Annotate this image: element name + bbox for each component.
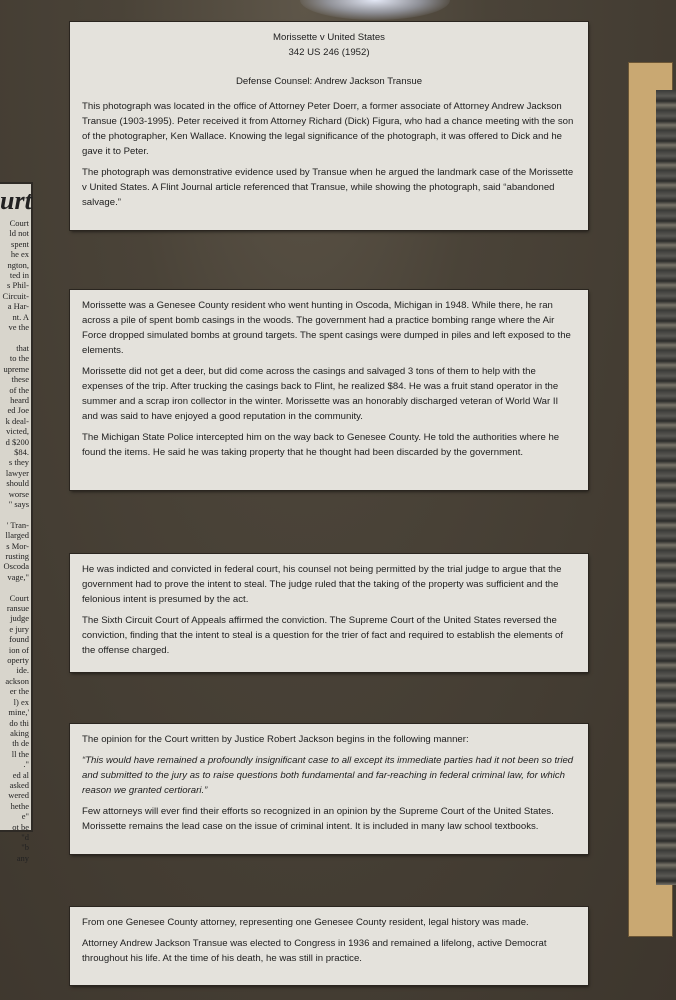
panel-legacy xyxy=(70,907,588,985)
case-citation: 342 US 246 (1952) xyxy=(288,47,370,58)
clipping-line: operty xyxy=(7,655,29,666)
clipping-line: found xyxy=(9,634,29,645)
framed-photograph xyxy=(656,90,676,885)
clipping-line: ve the xyxy=(8,322,29,333)
clipping-line: do thi xyxy=(9,717,29,728)
clipping-line: lawyer xyxy=(5,467,29,478)
clipping-line: upreme xyxy=(3,363,29,374)
panel-case-intro xyxy=(70,22,588,230)
paragraph: The opinion for the Court written by Justice Robert Jackson begins in the following manner: xyxy=(82,734,469,745)
clipping-line: ion of xyxy=(8,644,29,655)
clipping-line: a Har- xyxy=(7,301,29,312)
clipping-line: should xyxy=(6,478,29,489)
clipping-line: aking xyxy=(10,727,29,738)
clipping-line: $84. xyxy=(14,446,29,457)
clipping-line: wered xyxy=(8,790,29,801)
clipping-line: er the xyxy=(9,686,29,697)
clipping-line: these xyxy=(11,374,29,385)
clipping-line: Oscoda xyxy=(3,561,29,572)
clipping-line: worse xyxy=(8,488,29,499)
clipping-line: l) ex xyxy=(13,696,29,707)
clipping-line: judge xyxy=(10,613,29,624)
panel-conviction xyxy=(70,554,588,672)
clipping-line: ide. xyxy=(16,665,29,676)
clipping-line: ld not xyxy=(9,228,29,239)
clipping-line: llarged xyxy=(5,530,29,541)
clipping-line: ' Tran- xyxy=(6,519,29,530)
clipping-line: ngton, xyxy=(7,259,29,270)
clipping-line: s Phil- xyxy=(7,280,29,291)
panel-opinion xyxy=(70,724,588,854)
clipping-line: ed al xyxy=(12,769,29,780)
clipping-headline: urt xyxy=(0,186,32,215)
clipping-line: ot be xyxy=(12,821,29,832)
paragraph: Attorney Andrew Jackson Transue was elected to Congress in 1936 and remained a lifelong, active Democrat throughout his life. At the time of his death, he was still in practice. xyxy=(82,938,547,964)
light-glare xyxy=(300,0,450,20)
paragraph: From one Genesee County attorney, representing one Genesee County resident, legal history was made. xyxy=(82,917,529,928)
clipping-line xyxy=(0,582,29,592)
paragraph: Few attorneys will ever find their efforts so recognized in an opinion by the Supreme Court of the United States. Morissette remains the lead case on the issue of criminal intent. It is included in many law school textbooks. xyxy=(82,806,554,832)
clipping-line: ed Joe xyxy=(7,405,29,416)
clipping-line: ." xyxy=(23,759,29,770)
clipping-line: Court xyxy=(9,592,29,603)
clipping-line: victed, xyxy=(6,426,29,437)
paragraph: This photograph was located in the office of Attorney Peter Doerr, a former associate of Attorney Andrew Jackson Transue (1903-1995). Peter received it from Attorney Richard (Dick) Figura, who had a chance meeting with the son of the photographer, Ken Wallace. Knowing the legal significance of the photograph, it was offered to Dick and he gave it to Peter. xyxy=(82,101,574,157)
clipping-line: s Mor- xyxy=(6,540,29,551)
clipping-line: "b xyxy=(21,842,29,853)
clipping-line: to the xyxy=(9,353,29,364)
clipping-line xyxy=(0,332,29,342)
clipping-line: "d xyxy=(21,831,29,842)
clipping-line: heard xyxy=(10,394,29,405)
paragraph: He was indicted and convicted in federal court, his counsel not being permitted by the trial judge to argue that the government had to prove the intent to steal. The judge ruled that the taking of the property was sufficient and the felonious intent is presumed by the act. xyxy=(82,564,562,605)
clipping-line: spent xyxy=(11,238,29,249)
clipping-line: asked xyxy=(9,779,29,790)
opinion-quote: “This would have remained a profoundly insignificant case to all except its immediate parties had it not been so tried and submitted to the jury as to raise questions both fundamental and far-reaching in federal criminal law, for which reason we granted certiorari.” xyxy=(82,755,574,796)
paragraph: The Sixth Circuit Court of Appeals affirmed the conviction. The Supreme Court of the United States reversed the conviction, finding that the intent to steal is a question for the trier of fact and required to establish the elements of the offense charged. xyxy=(82,615,564,656)
clipping-line: nt. A xyxy=(12,311,29,322)
clipping-line: e" xyxy=(21,811,29,822)
paragraph: Morissette was a Genesee County resident who went hunting in Oscoda, Michigan in 1948. While there, he ran across a pile of spent bomb casings in the woods. The government had a practice bombing range where the Air Force dropped simulated bombs at ground targets. The spent casings were dumped in piles and left exposed to the elements. xyxy=(82,300,571,356)
paragraph: The photograph was demonstrative evidence used by Transue when he argued the landmark case of the Morissette v United States. A Flint Journal article referenced that Transue, while showing the photograph, said “abandoned salvage.” xyxy=(82,167,574,208)
clipping-line: ll the xyxy=(11,748,29,759)
clipping-line: ted in xyxy=(9,270,29,281)
panel-background xyxy=(70,290,588,490)
clipping-line: vage," xyxy=(7,571,29,582)
clipping-line: k deal- xyxy=(5,415,29,426)
clipping-line: s they xyxy=(8,457,29,468)
clipping-line: of the xyxy=(9,384,29,395)
clipping-line: hethe xyxy=(10,800,29,811)
clipping-line xyxy=(0,509,29,519)
clipping-line: Circuit- xyxy=(2,290,29,301)
paragraph: Morissette did not get a deer, but did come across the casings and salvaged 3 tons of them to help with the expenses of the trip. After trucking the casings back to Flint, he realized $84. He was a fruit stand operator in the summer and a scrap iron collector in the winter. Morissette was an honorably discharged veteran of World War II and was said to have enjoyed a good reputation in the community. xyxy=(82,366,559,422)
clipping-line: Court xyxy=(9,218,29,228)
clipping-line: ackson xyxy=(5,675,29,686)
case-title: Morissette v United States xyxy=(273,32,385,43)
newspaper-clipping xyxy=(0,182,33,863)
clipping-line: rusting xyxy=(5,551,29,561)
defense-counsel: Defense Counsel: Andrew Jackson Transue xyxy=(235,76,423,87)
clipping-line: e jury xyxy=(9,623,29,634)
clipping-line: " says xyxy=(8,498,29,509)
clipping-text xyxy=(0,218,29,863)
clipping-line: mine,' xyxy=(8,707,29,718)
clipping-line: any xyxy=(16,852,29,863)
clipping-line: d $200 xyxy=(5,436,29,447)
clipping-line: th de xyxy=(12,738,29,749)
clipping-line: that xyxy=(16,342,29,353)
paragraph: The Michigan State Police intercepted him on the way back to Genesee County. He told the authorities where he found the items. He said he was taking property that he thought had been discarded by the government. xyxy=(82,432,560,458)
clipping-line: ransue xyxy=(6,603,29,614)
clipping-line: he ex xyxy=(10,249,29,260)
